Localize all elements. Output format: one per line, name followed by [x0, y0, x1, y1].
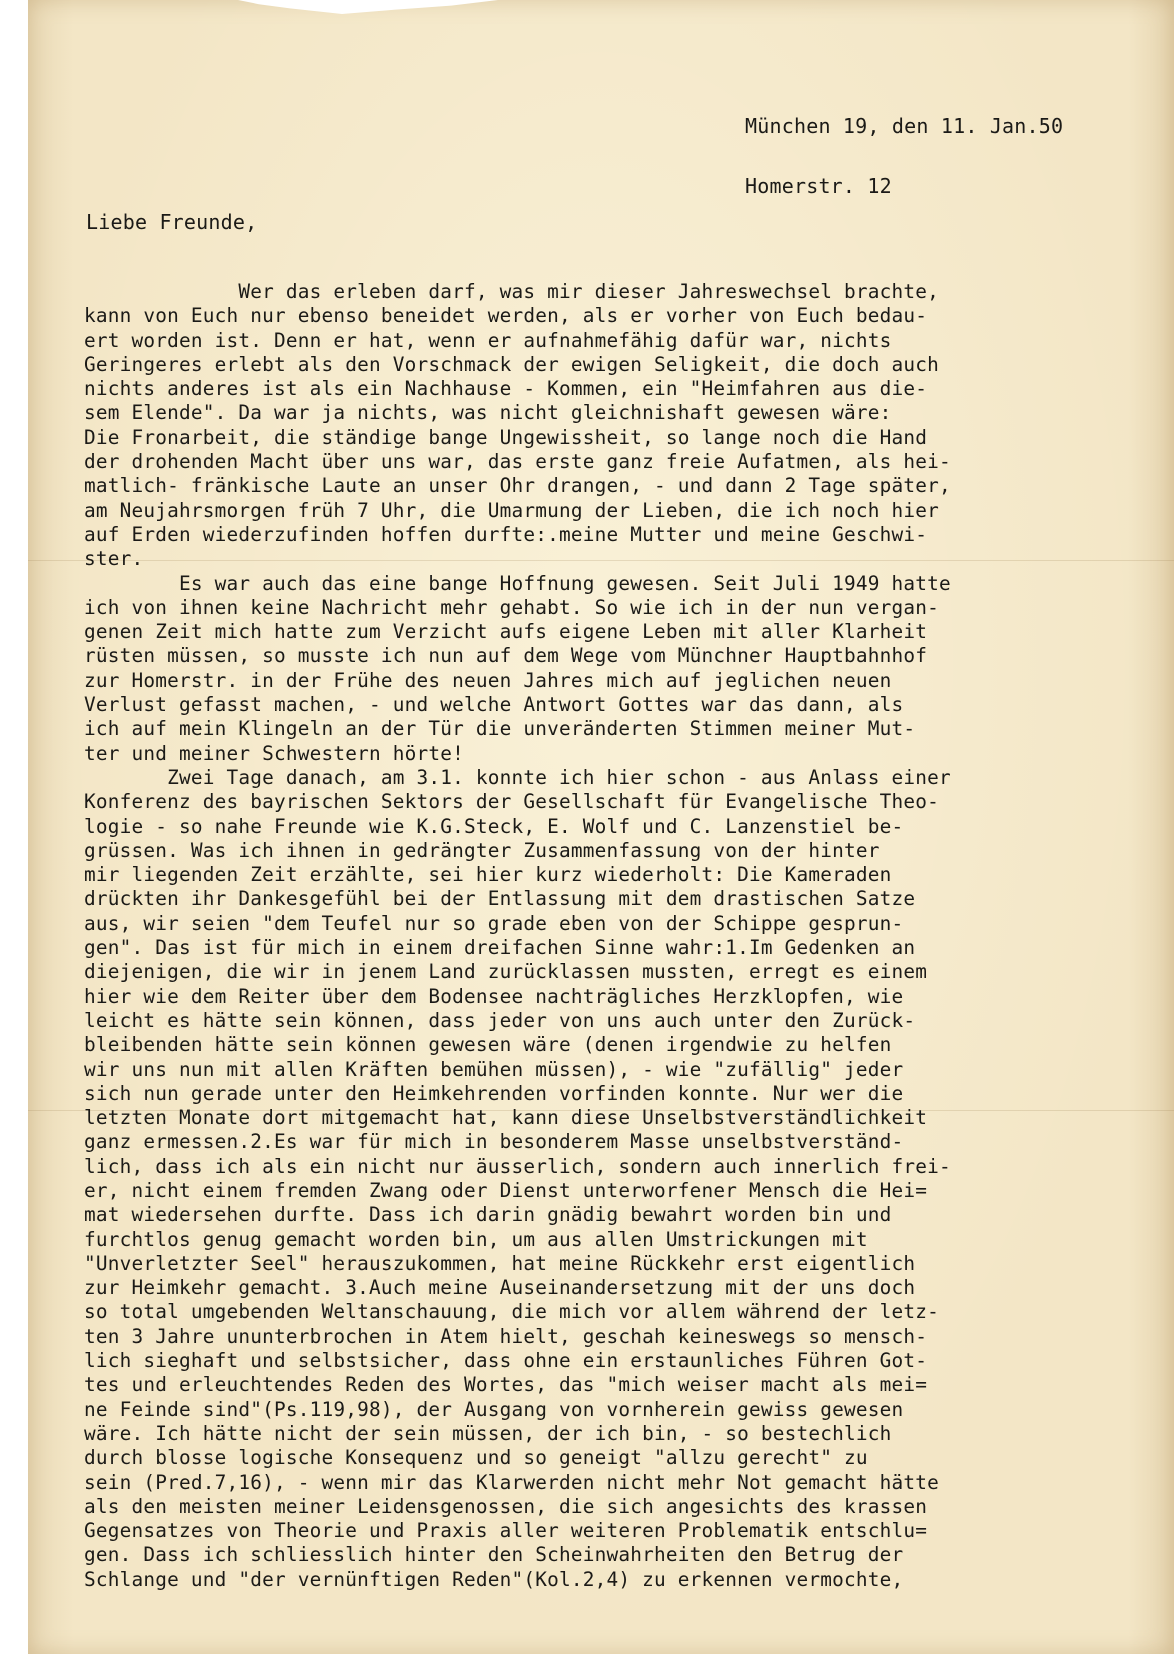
salutation: Liebe Freunde, [86, 210, 258, 234]
body-line: Geringeres erlebt als den Vorschmack der ewigen Seligkeit, die doch auch [84, 352, 939, 376]
body-line: ich von ihnen keine Nachricht mehr gehabt. So wie ich in der nun vergan- [84, 595, 939, 619]
place-date-line: München 19, den 11. Jan.50 [745, 114, 1064, 138]
body-line: diejenigen, die wir in jenem Land zurücklassen mussten, erregt es einem [84, 960, 928, 984]
body-line: matlich- fränkische Laute an unser Ohr drangen, - und dann 2 Tage später, [84, 474, 951, 498]
body-line: zur Heimkehr gemacht. 3.Auch meine Auseinandersetzung mit der uns doch [84, 1276, 916, 1300]
body-line: so total umgebenden Weltanschauung, die mich vor allem während der letz- [84, 1300, 939, 1324]
body-line: auf Erden wiederzufinden hoffen durfte:.meine Mutter und meine Geschwi- [84, 522, 928, 546]
letter-body [84, 280, 1124, 1592]
body-line: durch blosse logische Konsequenz und so geneigt "allzu gerecht" zu [84, 1446, 868, 1470]
body-line: mat wiedersehen durfte. Dass ich darin gnädig bewahrt worden bin und [84, 1203, 892, 1227]
body-line: Wer das erleben darf, was mir dieser Jahreswechsel brachte, [84, 280, 939, 303]
body-line: lich sieghaft und selbstsicher, dass ohne ein erstaunliches Führen Got- [84, 1349, 928, 1373]
body-line: leicht es hätte sein können, dass jeder von uns auch unter den Zurück- [84, 1008, 916, 1032]
body-line: ten 3 Jahre ununterbrochen in Atem hielt, geschah keineswegs so mensch- [84, 1324, 928, 1348]
street-line: Homerstr. 12 [745, 174, 892, 198]
body-line: mir liegenden Zeit erzählte, sei hier kurz wiederholt: Die Kameraden [84, 863, 892, 887]
torn-edge [238, 0, 498, 14]
letter-address [745, 76, 1063, 216]
body-line: sem Elende". Da war ja nichts, was nicht gleichnishaft gewesen wäre: [84, 401, 892, 425]
body-line: Schlange und "der vernünftigen Reden"(Kol.2,4) zu erkennen vermochte, [84, 1567, 904, 1591]
body-line: ich auf mein Klingeln an der Tür die unveränderten Stimmen meiner Mut- [84, 717, 916, 741]
body-line: ne Feinde sind"(Ps.119,98), der Ausgang von vornherein gewiss gewesen [84, 1397, 904, 1421]
body-line: logie - so nahe Freunde wie K.G.Steck, E. Wolf und C. Lanzenstiel be- [84, 814, 904, 838]
body-line: als den meisten meiner Leidensgenossen, die sich angesichts des krassen [84, 1494, 928, 1518]
body-line: ster. [84, 547, 144, 571]
body-line: am Neujahrsmorgen früh 7 Uhr, die Umarmung der Lieben, die ich noch hier [84, 498, 939, 522]
body-line: lich, dass ich als ein nicht nur äusserlich, sondern auch innerlich frei- [84, 1154, 951, 1178]
body-line: hier wie dem Reiter über dem Bodensee nachträgliches Herzklopfen, wie [84, 984, 904, 1008]
body-line: "Unverletzter Seel" herauszukommen, hat meine Rückkehr erst eigentlich [84, 1251, 916, 1275]
body-line: drückten ihr Dankesgefühl bei der Entlassung mit dem drastischen Satze [84, 887, 916, 911]
body-line: bleibenden hätte sein können gewesen wäre (denen irgendwie zu helfen [84, 1033, 892, 1057]
body-line: zur Homerstr. in der Frühe des neuen Jahres mich auf jeglichen neuen [84, 668, 892, 692]
body-line: ganz ermessen.2.Es war für mich in besonderem Masse unselbstverständ- [84, 1130, 904, 1154]
body-line: ert worden ist. Denn er hat, wenn er aufnahmefähig dafür war, nichts [84, 328, 892, 352]
body-line: sein (Pred.7,16), - wenn mir das Klarwerden nicht mehr Not gemacht hätte [84, 1470, 939, 1494]
body-line: gen. Dass ich schliesslich hinter den Scheinwahrheiten den Betrug der [84, 1543, 904, 1567]
body-line: wäre. Ich hätte nicht der sein müssen, der ich bin, - so bestechlich [84, 1421, 892, 1445]
body-line: der drohenden Macht über uns war, das erste ganz freie Aufatmen, als hei- [84, 450, 951, 474]
body-line: tes und erleuchtendes Reden des Wortes, das "mich weiser macht als mei= [84, 1373, 928, 1397]
body-line: wir uns nun mit allen Kräften bemühen müssen), - wie "zufällig" jeder [84, 1057, 904, 1081]
body-line: Gegensatzes von Theorie und Praxis aller weiteren Problematik entschlu= [84, 1519, 928, 1543]
body-line: grüssen. Was ich ihnen in gedrängter Zusammenfassung von der hinter [84, 838, 880, 862]
body-line: aus, wir seien "dem Teufel nur so grade eben von der Schippe gesprun- [84, 911, 904, 935]
body-line: Konferenz des bayrischen Sektors der Gesellschaft für Evangelische Theo- [84, 790, 939, 814]
body-line: furchtlos genug gemacht worden bin, um aus allen Umstrickungen mit [84, 1227, 868, 1251]
body-line: Die Fronarbeit, die ständige bange Ungewissheit, so lange noch die Hand [84, 425, 928, 449]
body-line: gen". Das ist für mich in einem dreifachen Sinne wahr:1.Im Gedenken an [84, 936, 916, 960]
body-line: Verlust gefasst machen, - und welche Antwort Gottes war das dann, als [84, 693, 904, 717]
body-line: er, nicht einem fremden Zwang oder Dienst unterworfener Mensch die Hei= [84, 1178, 928, 1202]
body-line: sich nun gerade unter den Heimkehrenden vorfinden konnte. Nur wer die [84, 1081, 904, 1105]
body-line: genen Zeit mich hatte zum Verzicht aufs eigene Leben mit aller Klarheit [84, 620, 928, 644]
body-line: ter und meiner Schwestern hörte! [84, 741, 464, 765]
body-line: nichts anderes ist als ein Nachhause - Kommen, ein "Heimfahren aus die- [84, 377, 928, 401]
body-line: rüsten müssen, so musste ich nun auf dem Wege vom Münchner Hauptbahnhof [84, 644, 928, 668]
body-line: Es war auch das eine bange Hoffnung gewesen. Seit Juli 1949 hatte [84, 571, 951, 595]
body-line: letzten Monate dort mitgemacht hat, kann diese Unselbstverständlichkeit [84, 1106, 928, 1130]
body-line: kann von Euch nur ebenso beneidet werden, als er vorher von Euch bedau- [84, 304, 928, 328]
body-line: Zwei Tage danach, am 3.1. konnte ich hier schon - aus Anlass einer [84, 765, 951, 789]
